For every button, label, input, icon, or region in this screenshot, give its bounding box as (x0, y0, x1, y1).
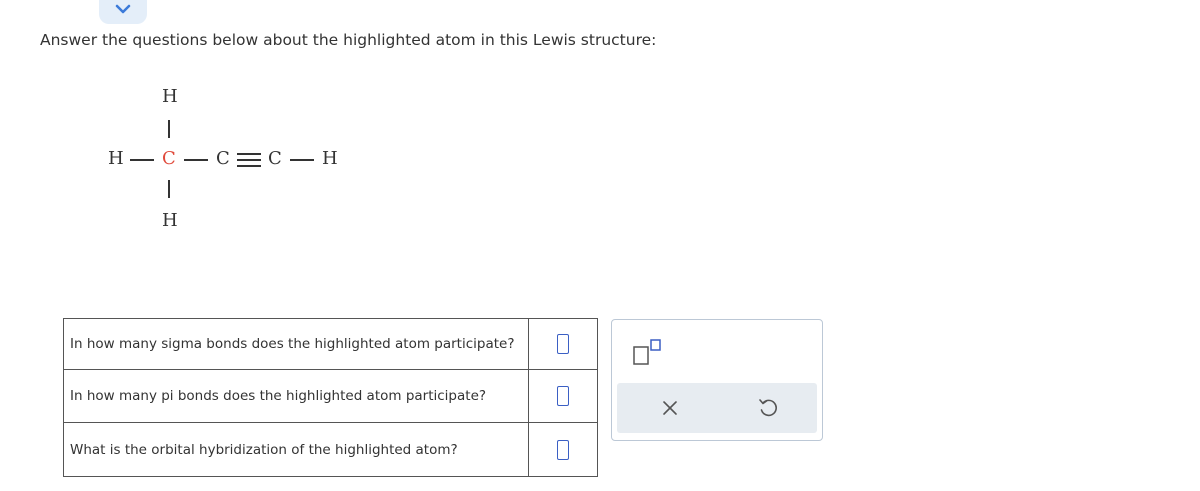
questions-table (63, 318, 598, 477)
lewis-structure (100, 78, 360, 238)
atom-left-h: H (108, 148, 124, 169)
atom-bottom-h: H (162, 210, 178, 231)
highlighted-atom-c: C (162, 148, 176, 169)
question-text: What is the orbital hybridization of the highlighted atom? (64, 423, 529, 477)
hybridization-answer-input[interactable] (557, 440, 569, 460)
chevron-down-icon (115, 2, 131, 16)
pi-bonds-answer-input[interactable] (557, 386, 569, 406)
bond-left (130, 159, 154, 161)
table-row (64, 423, 598, 477)
table-row (64, 370, 598, 423)
atom-right-c: C (268, 148, 282, 169)
triple-bond-line-1 (237, 153, 261, 155)
atom-middle-c: C (216, 148, 230, 169)
question-text: In how many pi bonds does the highlighted atom participate? (64, 370, 529, 423)
answer-toolbox (611, 319, 823, 441)
bond-right (290, 159, 314, 161)
collapse-tab[interactable] (99, 0, 147, 24)
toolbar-buttons (617, 383, 817, 433)
atom-top-h: H (162, 86, 178, 107)
bond-top (168, 120, 170, 138)
triple-bond-line-2 (237, 159, 261, 161)
triple-bond-line-3 (237, 165, 261, 167)
close-icon[interactable] (661, 399, 679, 417)
question-prompt: Answer the questions below about the highlighted atom in this Lewis structure: (40, 31, 657, 49)
bond-bottom (168, 180, 170, 198)
atom-right-h: H (322, 148, 338, 169)
question-text: In how many sigma bonds does the highlighted atom participate? (64, 319, 529, 370)
answer-cell (529, 370, 598, 423)
bond-center-middle (184, 159, 208, 161)
answer-cell (529, 319, 598, 370)
answer-cell (529, 423, 598, 477)
undo-icon[interactable] (757, 397, 779, 419)
table-row (64, 319, 598, 370)
superscript-icon[interactable] (632, 338, 662, 368)
sigma-bonds-answer-input[interactable] (557, 334, 569, 354)
